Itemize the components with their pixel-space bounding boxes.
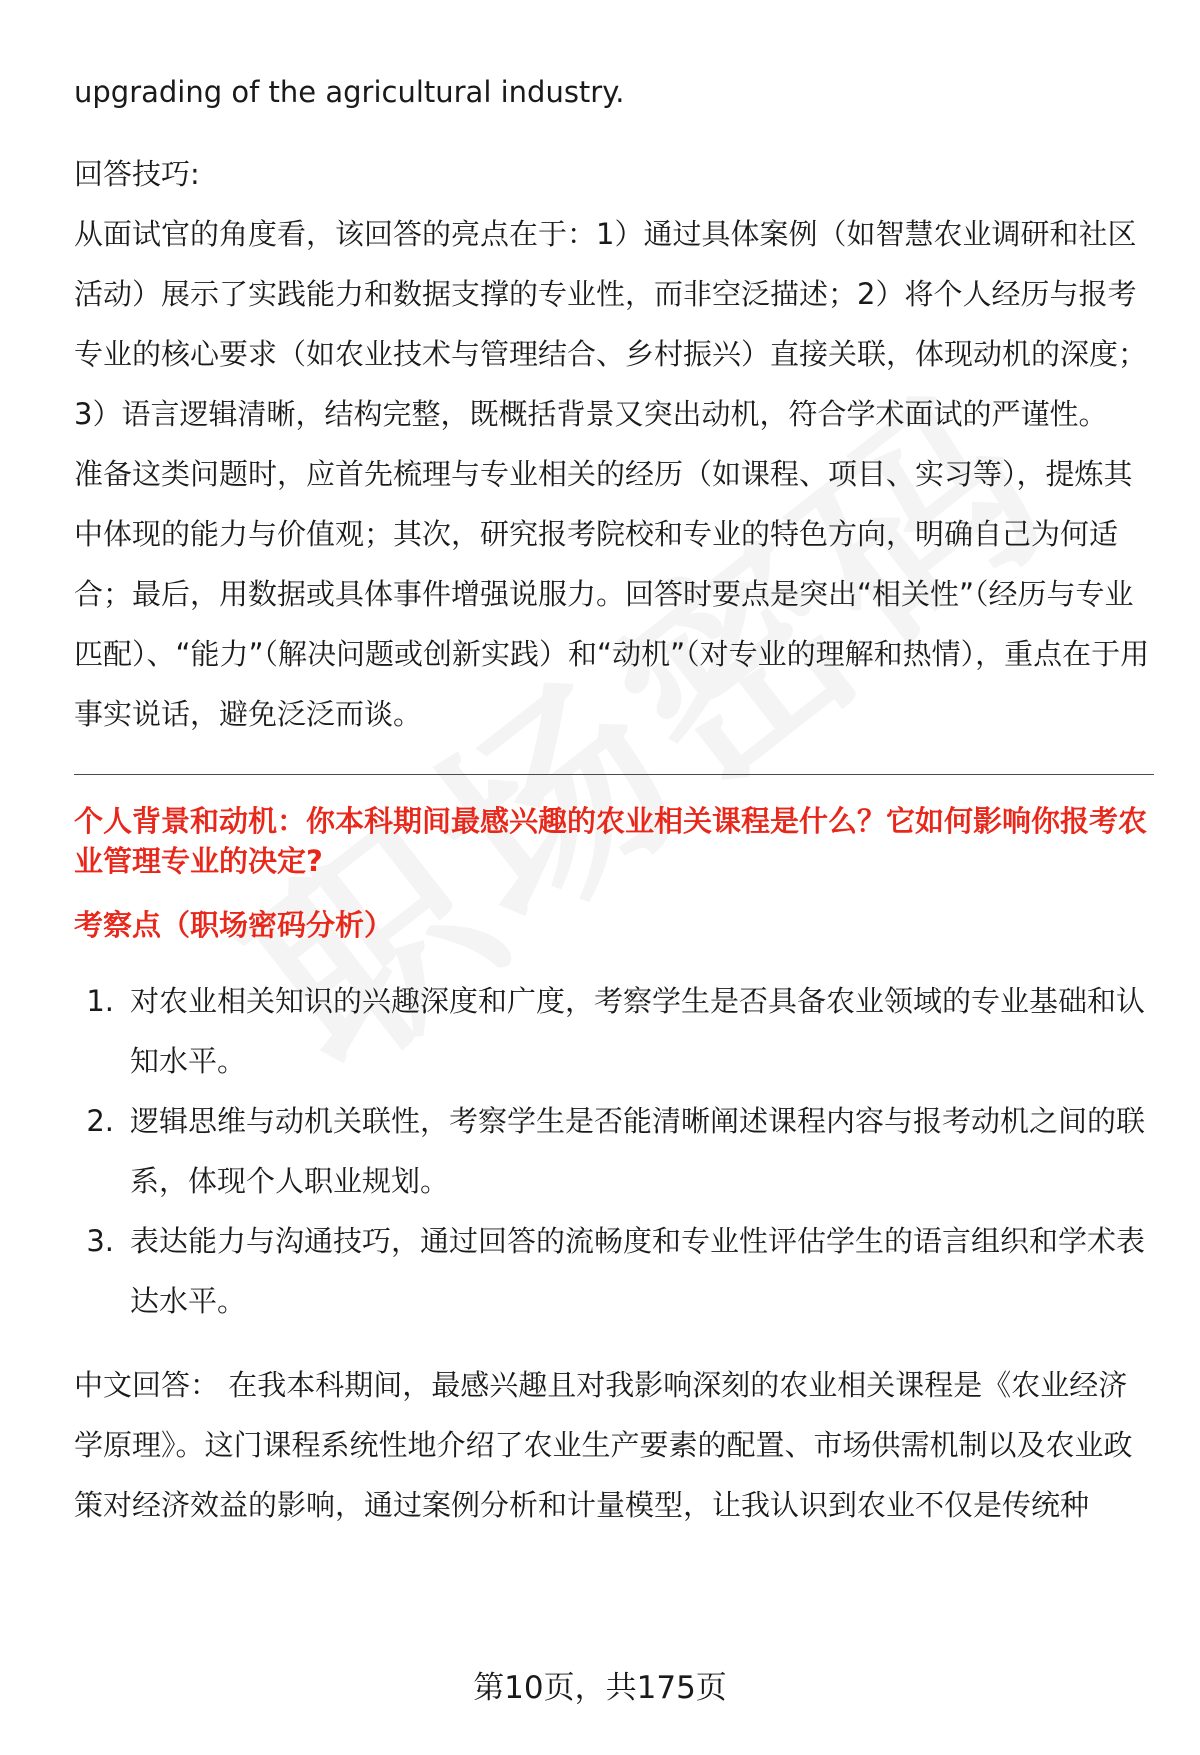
intro-tail-text: upgrading of the agricultural industry. [74,75,625,109]
list-item-text: 对农业相关知识的兴趣深度和广度，考察学生是否具备农业领域的专业基础和认知水平。 [130,984,1146,1078]
page-content [74,62,1154,1535]
tips-heading: 回答技巧: [74,157,200,191]
exam-points-list [74,971,1154,1331]
answer-paragraph: 中文回答： 在我本科期间，最感兴趣且对我影响深刻的农业相关课程是《农业经济学原理》。这门课程系统性地介绍了农业生产要素的配置、市场供需机制以及农业政策对经济效益的影响，通过案例分析和计量模型，让我认识到农业不仅是传统种 [74,1368,1133,1522]
list-item [74,1091,1154,1211]
page-number: 第10页，共175页 [473,1670,727,1706]
tips-paragraph-1: 从面试官的角度看，该回答的亮点在于：1）通过具体案例（如智慧农业调研和社区活动）展示了实践能力和数据支撑的专业性，而非空泛描述；2）将个人经历与报考专业的核心要求（如农业技术与管理结合、乡村振兴）直接关联，体现动机的深度；3）语言逻辑清晰，结构完整，既概括背景又突出动机，符合学术面试的严谨性。 [74,217,1148,431]
list-item-number: 1. [86,984,114,1018]
list-item [74,971,1154,1091]
list-item [74,1211,1154,1331]
tips-paragraph-2: 准备这类问题时，应首先梳理与专业相关的经历（如课程、项目、实习等），提炼其中体现的能力与价值观；其次，研究报考院校和专业的特色方向，明确自己为何适合；最后，用数据或具体事件增强说服力。回答时要点是突出“相关性”（经历与专业匹配）、“能力”（解决问题或创新实践）和“动机”（对专业的理解和热情），重点在于用事实说话，避免泛泛而谈。 [74,457,1150,731]
list-item-text: 表达能力与沟通技巧，通过回答的流畅度和专业性评估学生的语言组织和学术表达水平。 [130,1224,1146,1318]
list-item-number: 2. [86,1104,114,1138]
list-item-number: 3. [86,1224,114,1258]
list-item-text: 逻辑思维与动机关联性，考察学生是否能清晰阐述课程内容与报考动机之间的联系，体现个人职业规划。 [130,1104,1146,1198]
question-title: 个人背景和动机：你本科期间最感兴趣的农业相关课程是什么？它如何影响你报考农业管理专业的决定? [74,804,1148,878]
tips-section [74,144,1154,744]
section-divider [74,774,1154,775]
exam-points-heading: 考察点（职场密码分析） [74,908,394,942]
